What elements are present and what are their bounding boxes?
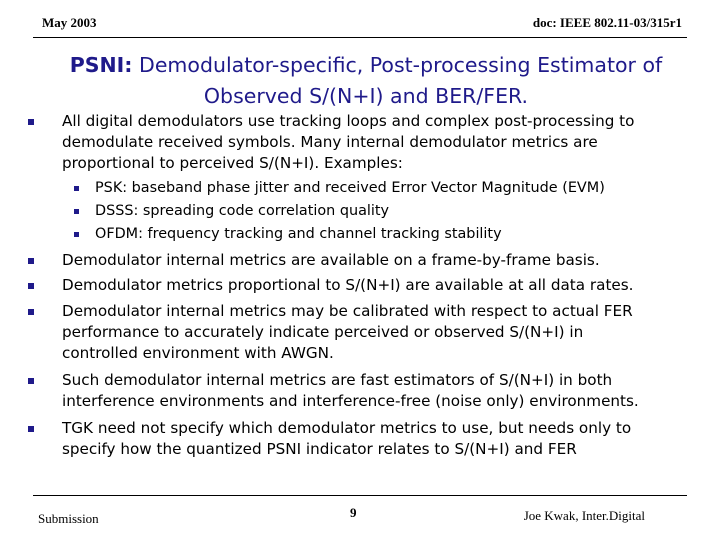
- square-bullet-icon: [28, 283, 34, 289]
- page-number: 9: [350, 505, 357, 520]
- footer-rule: [33, 495, 687, 496]
- bullet-item: [62, 111, 690, 174]
- title-line-1-rest: Demodulator-specific, Post-processing Estimator of: [132, 53, 663, 77]
- sub-bullet-item: [95, 178, 695, 198]
- bullet-line: TGK need not specify which demodulator metrics to use, but needs only to: [62, 419, 632, 437]
- bullet-line: performance to accurately indicate perceived or observed S/(N+I) in: [62, 323, 584, 341]
- bullet-item: [62, 275, 690, 296]
- bullet-line: Demodulator metrics proportional to S/(N+I) are available at all data rates.: [62, 276, 634, 294]
- square-bullet-icon: [74, 209, 79, 214]
- bullet-line: controlled environment with AWGN.: [62, 344, 334, 362]
- sub-bullet-text: DSSS: spreading code correlation quality: [95, 203, 390, 219]
- bullet-line: All digital demodulators use tracking loops and complex post-processing to: [62, 112, 635, 130]
- footer-author: Joe Kwak, Inter.Digital: [523, 508, 645, 523]
- square-bullet-icon: [28, 119, 34, 125]
- bullet-line: demodulate received symbols. Many internal demodulator metrics are: [62, 133, 598, 151]
- bullet-item: [62, 418, 690, 460]
- square-bullet-icon: [74, 232, 79, 237]
- bullet-line: proportional to perceived S/(N+I). Examples:: [62, 154, 403, 172]
- sub-bullet-item: [95, 224, 695, 244]
- title-bold-prefix: PSNI:: [69, 53, 133, 77]
- sub-bullet-item: [95, 201, 695, 221]
- sub-bullet-text: PSK: baseband phase jitter and received Error Vector Magnitude (EVM): [95, 180, 605, 196]
- bullet-item: [62, 370, 690, 412]
- bullet-line: interference environments and interference-free (noise only) environments.: [62, 392, 639, 410]
- bullet-line: Such demodulator internal metrics are fast estimators of S/(N+I) in both: [62, 371, 613, 389]
- bullet-line: specify how the quantized PSNI indicator relates to S/(N+I) and FER: [62, 440, 577, 458]
- bullet-line: Demodulator internal metrics are available on a frame-by-frame basis.: [62, 251, 600, 269]
- bullet-line: Demodulator internal metrics may be calibrated with respect to actual FER: [62, 302, 633, 320]
- square-bullet-icon: [28, 426, 34, 432]
- bullet-item: [62, 250, 690, 271]
- square-bullet-icon: [28, 258, 34, 264]
- sub-bullet-text: OFDM: frequency tracking and channel tracking stability: [95, 226, 502, 242]
- square-bullet-icon: [28, 309, 34, 315]
- square-bullet-icon: [28, 378, 34, 384]
- square-bullet-icon: [74, 186, 79, 191]
- bullet-item: [62, 301, 690, 364]
- header-date: May 2003: [42, 15, 97, 30]
- title-line-2: Observed S/(N+I) and BER/FER.: [203, 84, 529, 108]
- header-doc-number: doc: IEEE 802.11-03/315r1: [532, 15, 682, 30]
- footer-submission: Submission: [38, 511, 99, 526]
